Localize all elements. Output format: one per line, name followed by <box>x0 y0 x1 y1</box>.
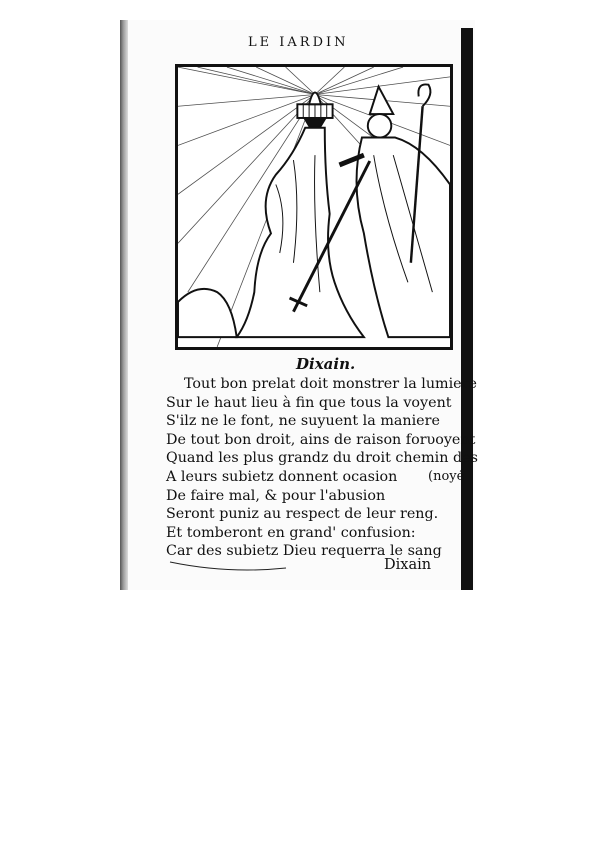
poem-body <box>166 375 478 561</box>
poem-caption: Dixain. <box>296 355 356 373</box>
woodcut-illustration-icon <box>178 67 450 347</box>
running-header: LE IARDIN <box>248 35 349 50</box>
poem-line: De tout bon droit, ains de raison forυoyent <box>166 431 476 448</box>
catchword: Dixain <box>384 557 432 573</box>
poem-line: S'ilz ne le font, ne suyuent la maniere <box>166 413 440 430</box>
poem-line: Sur le haut lieu à fin que tous la voyent <box>166 394 452 411</box>
poem-line: Car des subietz Dieu requerra le sang <box>166 543 442 560</box>
poem-line: Seront puniz au respect de leur reng. <box>166 506 439 523</box>
poem-line: De faire mal, & pour l'abusion <box>166 487 386 504</box>
poem-line: Tout bon prelat doit monstrer la lumiere <box>184 376 477 392</box>
woodcut-illustration <box>175 64 453 350</box>
poem-line: A leurs subietz donnent ocasion <box>166 468 398 485</box>
page-gutter-shadow <box>120 20 128 590</box>
poem-line: Quand les plus grandz du droit chemin des <box>166 450 478 467</box>
pen-mark-icon <box>168 560 288 576</box>
marginal-turnover: (noyé <box>428 469 465 484</box>
poem-line: Et tomberont en grand' confusion: <box>166 524 416 541</box>
